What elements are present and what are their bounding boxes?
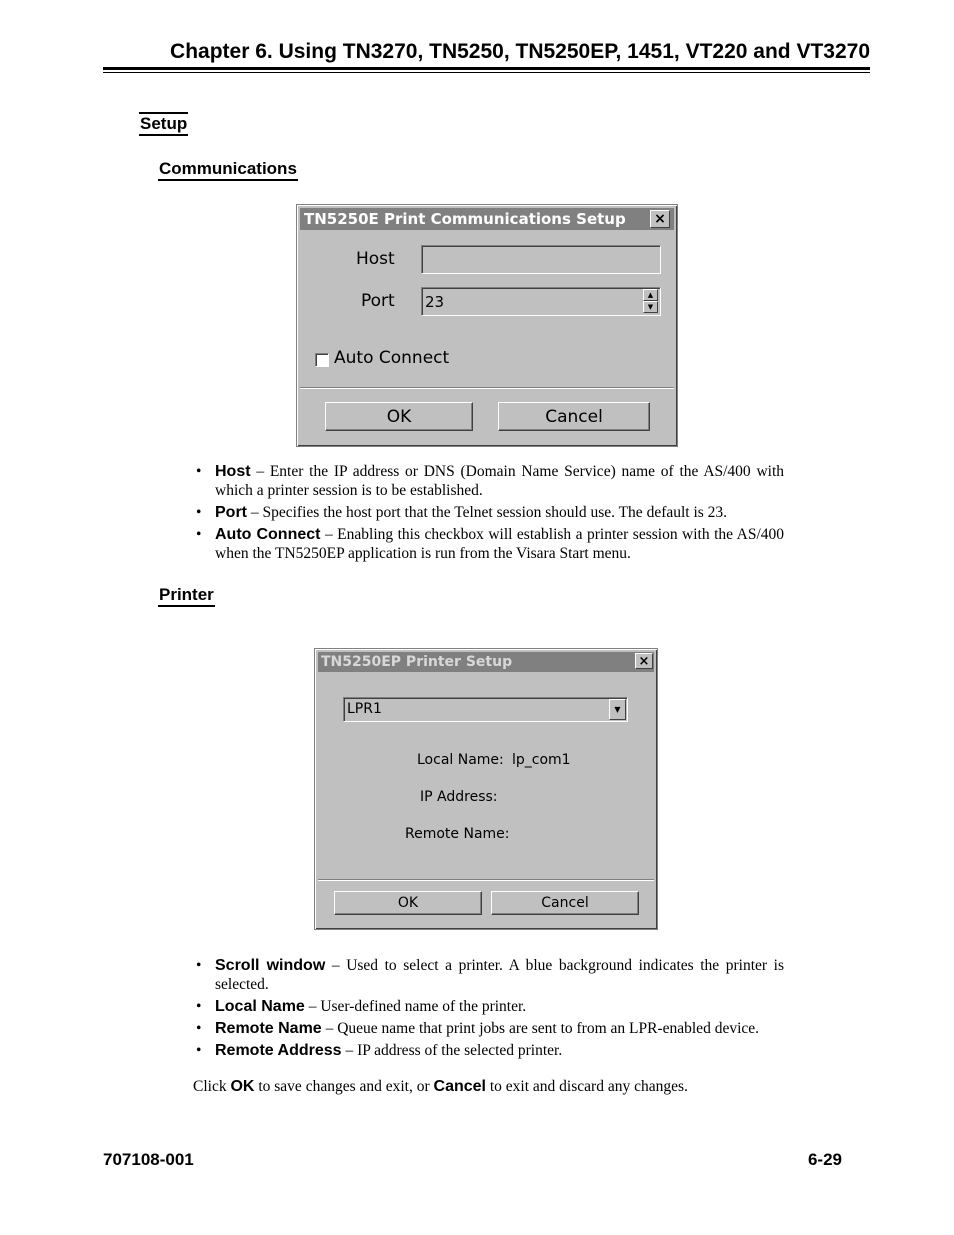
chapter-title: Chapter 6. Using TN3270, TN5250, TN5250EP, 1451, VT220 and VT3270 <box>170 40 870 63</box>
list-item: • Auto Connect – Enabling this checkbox will establish a printer session with the AS/400 when the TN5250EP application is run from the Visara Start menu. <box>196 526 785 562</box>
remote-name-label: Remote Name: <box>405 826 510 842</box>
spin-up-icon[interactable]: ▲ <box>643 289 658 301</box>
printer-dialog-separator <box>318 879 654 881</box>
port-stepper[interactable] <box>421 287 661 316</box>
printer-cancel-button[interactable]: Cancel <box>491 891 639 915</box>
comm-setup-dialog <box>296 204 678 447</box>
close-icon[interactable]: × <box>635 653 653 669</box>
list-item: • Remote Address – IP address of the selected printer. <box>196 1042 563 1059</box>
local-name-label: Local Name: <box>417 752 504 768</box>
spin-down-icon[interactable]: ▼ <box>643 301 658 313</box>
comm-bullet-list <box>196 462 784 563</box>
ip-address-label: IP Address: <box>420 789 498 805</box>
close-icon[interactable]: × <box>650 210 670 228</box>
host-label: Host <box>356 249 395 269</box>
printer-dialog-titlebar <box>318 652 654 672</box>
closing-paragraph: Click OK to save changes and exit, or Cancel to exit and discard any changes. <box>193 1078 688 1095</box>
section-heading-communications: Communications <box>158 159 298 181</box>
list-item: • Scroll window – Used to select a printer. A blue background indicates the printer is selected. <box>196 957 785 993</box>
footer-page-number: 6-29 <box>807 1150 842 1169</box>
chevron-down-icon[interactable]: ▼ <box>609 699 626 720</box>
section-heading-setup: Setup <box>139 112 188 136</box>
comm-ok-button[interactable]: OK <box>325 402 473 431</box>
comm-dialog-titlebar <box>300 208 674 230</box>
port-value: 23 <box>425 293 445 311</box>
printer-dialog-title: TN5250EP Printer Setup <box>321 654 513 670</box>
comm-dialog-separator <box>300 387 674 389</box>
list-item: • Host – Enter the IP address or DNS (Domain Name Service) name of the AS/400 with which a printer session is to be established. <box>196 463 784 499</box>
section-heading-printer: Printer <box>158 585 215 607</box>
auto-connect-checkbox[interactable] <box>315 353 329 367</box>
list-item: • Remote Name – Queue name that print jobs are sent to from an LPR-enabled device. <box>196 1020 760 1037</box>
comm-dialog-title: TN5250E Print Communications Setup <box>304 210 626 228</box>
printer-ok-button[interactable]: OK <box>334 891 482 915</box>
printer-bullet-list <box>196 956 784 1060</box>
header-rule-thick <box>103 67 870 70</box>
host-input[interactable] <box>421 245 661 274</box>
footer-doc-number: 707108-001 <box>103 1150 194 1169</box>
printer-setup-dialog <box>314 648 658 930</box>
comm-cancel-button[interactable]: Cancel <box>498 402 650 431</box>
auto-connect-label: Auto Connect <box>334 348 450 368</box>
printer-select[interactable] <box>343 697 628 722</box>
list-item: • Local Name – User-defined name of the printer. <box>196 998 527 1015</box>
header-rule-thin <box>103 72 870 73</box>
list-item: • Port – Specifies the host port that the Telnet session should use. The default is 23. <box>196 504 728 521</box>
printer-select-value: LPR1 <box>347 701 382 717</box>
port-label: Port <box>361 291 395 311</box>
local-name-value: lp_com1 <box>512 752 571 768</box>
